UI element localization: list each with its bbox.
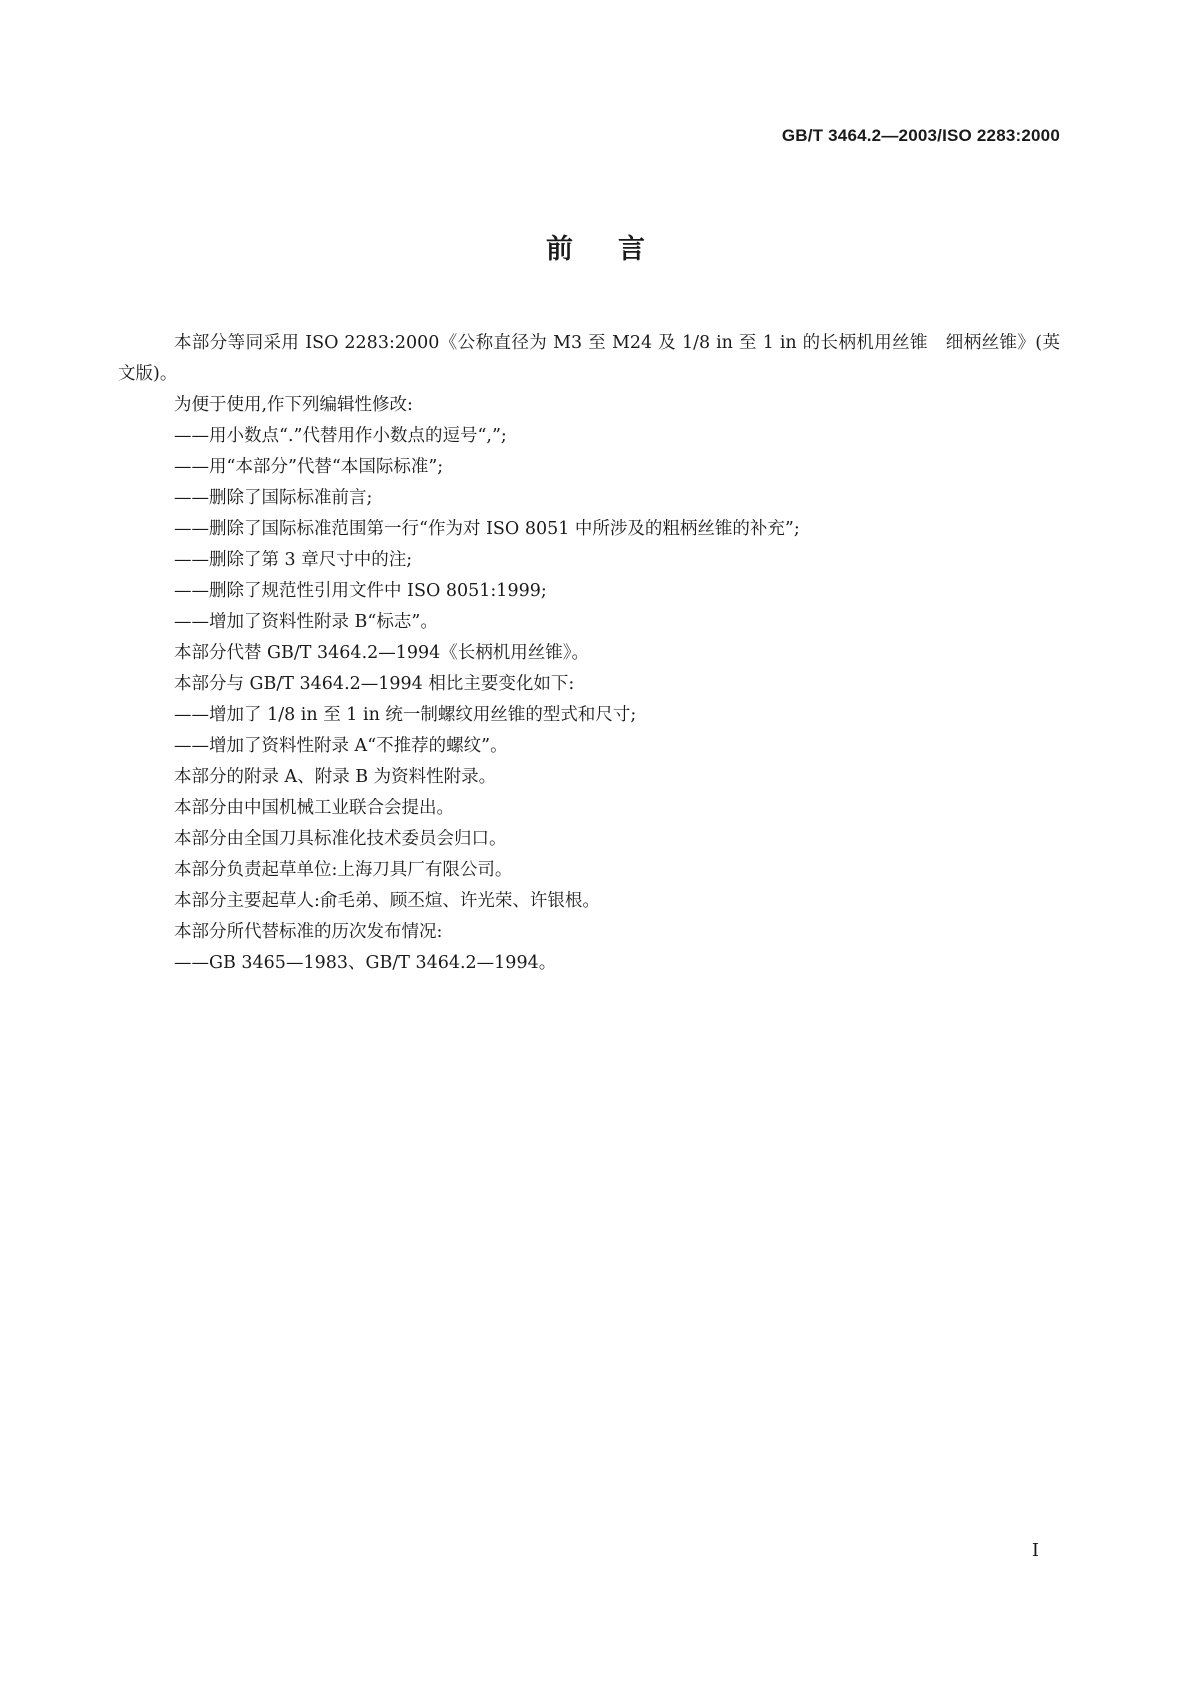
foreword-body <box>118 328 1060 979</box>
text-line: 本部分负责起草单位:上海刀具厂有限公司。 <box>174 860 513 880</box>
text-line: 本部分主要起草人:俞毛弟、顾丕煊、许光荣、许银根。 <box>174 891 600 911</box>
text-line: ——用“本部分”代替“本国际标准”; <box>174 457 444 477</box>
page-number: I <box>1031 1540 1039 1561</box>
text-line: 本部分代替 GB/T 3464.2—1994《长柄机用丝锥》。 <box>174 643 590 663</box>
text-line: ——用小数点“.”代替用作小数点的逗号“,”; <box>174 426 507 446</box>
text-line: 本部分由中国机械工业联合会提出。 <box>174 798 454 818</box>
text-line: ——删除了国际标准前言; <box>174 488 373 508</box>
text-line: ——增加了 1/8 in 至 1 in 统一制螺纹用丝锥的型式和尺寸; <box>174 705 637 725</box>
standard-number: GB/T 3464.2—2003/ISO 2283:2000 <box>781 126 1060 145</box>
text-line: ——删除了规范性引用文件中 ISO 8051:1999; <box>174 581 547 601</box>
text-line: 本部分的附录 A、附录 B 为资料性附录。 <box>174 767 497 787</box>
text-line: 本部分由全国刀具标准化技术委员会归口。 <box>174 829 507 849</box>
text-line: 为便于使用,作下列编辑性修改: <box>174 395 413 415</box>
text-line: ——增加了资料性附录 B“标志”。 <box>174 612 438 632</box>
page-title: 前言 <box>546 234 690 265</box>
text-line: ——GB 3465—1983、GB/T 3464.2—1994。 <box>174 953 557 973</box>
text-line: ——增加了资料性附录 A“不推荐的螺纹”。 <box>174 736 508 756</box>
text-line: 本部分与 GB/T 3464.2—1994 相比主要变化如下: <box>174 674 575 694</box>
text-line: 本部分所代替标准的历次发布情况: <box>174 922 443 942</box>
text-line: ——删除了第 3 章尺寸中的注; <box>174 550 413 570</box>
text-line: ——删除了国际标准范围第一行“作为对 ISO 8051 中所涉及的粗柄丝锥的补充”; <box>174 519 800 539</box>
intro-paragraph: 本部分等同采用 ISO 2283:2000《公称直径为 M3 至 M24 及 1/8 in 至 1 in 的长柄机用丝锥 细柄丝锥》(英文版)。 <box>118 333 1060 384</box>
